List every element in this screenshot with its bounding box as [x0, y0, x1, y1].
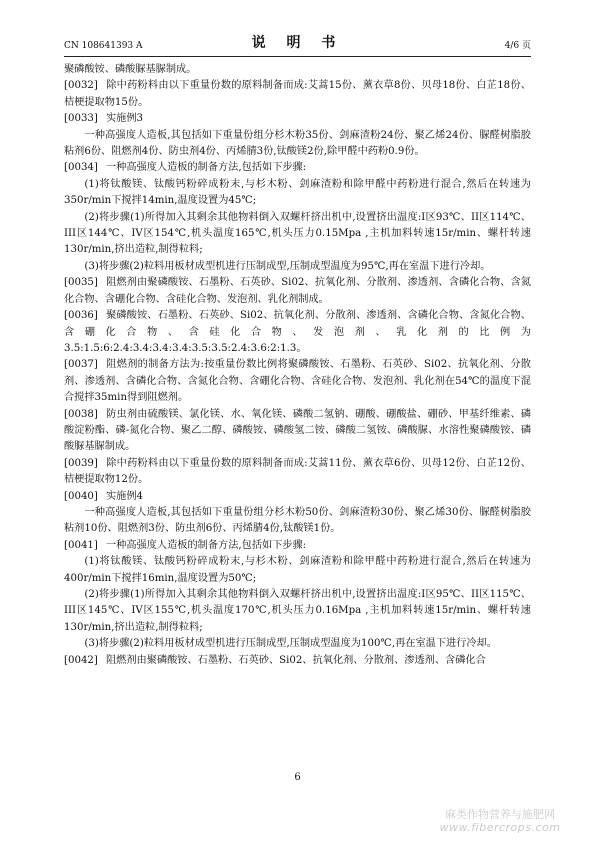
paragraph-text: 聚磷酸铵、石墨粉、石英砂、Si02、抗氧化剂、分散剂、渗透剂、含磷化合物、含氮化合物、含硼化合物、含硅化合物、发泡剂、乳化剂的比例为3.5:1.5:6:2.4:3.4:3.4:3.4:3.5:3.5:2.4:3.6:2:1.3。 — [64, 310, 531, 354]
paragraph-number: [0034] — [64, 162, 98, 174]
paragraph-text: 实施例3 — [106, 113, 144, 125]
paragraph — [64, 653, 531, 669]
paragraph — [64, 259, 531, 275]
paragraph-number: [0035] — [64, 277, 98, 289]
header-divider — [64, 56, 531, 57]
paragraph — [64, 554, 531, 587]
paragraph-text: (3)将步骤(2)粒料用板材成型机进行压制成型,压制成型温度为95℃,再在室温下进行冷却。 — [84, 260, 491, 272]
document-body — [64, 62, 531, 669]
paragraph-number: [0032] — [64, 80, 98, 92]
watermark-text: 麻类作物营养与施肥网 — [445, 808, 555, 821]
paragraph — [64, 636, 531, 652]
page-indicator: 4/6 页 — [504, 41, 531, 51]
watermark — [425, 808, 575, 836]
paragraph-number: [0039] — [64, 457, 98, 469]
watermark-url: www.fibercrops.com — [439, 821, 561, 834]
paragraph-text: 一种高强度人造板的制备方法,包括如下步骤: — [106, 539, 307, 551]
paragraph — [64, 210, 531, 259]
paragraph — [64, 505, 531, 538]
paragraph — [64, 489, 531, 505]
paragraph-number: [0040] — [64, 490, 98, 502]
paragraph-text: 除中药粉料由以下重量份数的原料制备而成:艾蒿15份、薰衣草8份、贝母18份、白芷18份、桔梗提取物15份。 — [64, 80, 531, 108]
paragraph-text: (2)将步骤(1)所得加入其剩余其他物料倒入双螺杆挤出机中,设置挤出温度:I区93℃、II区114℃、III区144℃、IV区154℃,机头温度165℃,机头压力0.15Mpa ,主机加料转速15r/min、螺杆转速130r/min,挤出造粒,制得粒料; — [64, 211, 531, 256]
paragraph-number: [0036] — [64, 310, 98, 322]
paragraph — [64, 62, 531, 78]
paragraph — [64, 160, 531, 176]
paragraph-text: 阻燃剂的制备方法为:按重量份数比例将聚磷酸铵、石墨粉、石英砂、Si02、抗氧化剂、分散剂、渗透剂、含磷化合物、含氮化合物、含硼化合物、含硅化合物、发泡剂、乳化剂在54℃的温度下混合搅拌35min得到阻燃剂。 — [64, 359, 531, 404]
paragraph-text: (2)将步骤(1)所得加入其剩余其他物料倒入双螺杆挤出机中,设置挤出温度:I区95℃、II区115℃、III区145℃、IV区155℃,机头温度170℃,机头压力0.16Mpa ,主机加料转速15r/min、螺杆转速130r/min,挤出造粒,制得粒料; — [64, 589, 531, 633]
paragraph — [64, 308, 531, 357]
paragraph-text: (1)将钛酸镁、钛酸钙粉碎成粉末,与杉木粉、剑麻渣粉和除甲醛中药粉进行混合,然后在转速为400r/min下搅拌16min,温度设置为50℃; — [64, 556, 531, 584]
patent-number: CN 108641393 A — [64, 41, 143, 51]
paragraph — [64, 357, 531, 406]
paragraph-text: 阻燃剂由聚磷酸铵、石墨粉、石英砂、Si02、抗氧化剂、分散剂、渗透剂、含磷化合 — [106, 654, 486, 666]
paragraph-text: 实施例4 — [106, 490, 144, 502]
paragraph — [64, 78, 531, 111]
paragraph-number: [0042] — [64, 654, 98, 666]
document-title: 说 明 书 — [251, 35, 344, 51]
paragraph — [64, 407, 531, 456]
paragraph-text: (1)将钛酸镁、钛酸钙粉碎成粉末,与杉木粉、剑麻渣粉和除甲醛中药粉进行混合,然后在转速为350r/min下搅拌14min,温度设置为45℃; — [64, 178, 531, 207]
paragraph-text: 一种高强度人造板的制备方法,包括如下步骤: — [106, 162, 307, 174]
paragraph — [64, 587, 531, 636]
paragraph — [64, 538, 531, 554]
paragraph — [64, 128, 531, 161]
paragraph-text: 一种高强度人造板,其包括如下重量份组分杉木粉50份、剑麻渣粉30份、聚乙烯30份、脲醛树脂胶粘剂10份、阻燃剂3份、防虫剂6份、丙烯腈4份,钛酸镁1份。 — [64, 506, 531, 535]
paragraph — [64, 111, 531, 127]
page-header — [64, 35, 531, 54]
paragraph-number: [0037] — [64, 359, 98, 371]
paragraph-number: [0041] — [64, 539, 98, 551]
paragraph — [64, 177, 531, 210]
paragraph-text: (3)将步骤(2)粒料用板材成型机进行压制成型,压制成型温度为100℃,再在室温下进行冷却。 — [84, 638, 497, 650]
paragraph — [64, 275, 531, 308]
paragraph-text: 一种高强度人造板,其包括如下重量份组分杉木粉35份、剑麻渣粉24份、聚乙烯24份、脲醛树脂胶粘剂6份、阻燃剂4份、防虫剂4份、丙烯腈3份,钛酸镁2份,除甲醛中药粉0.9份。 — [64, 129, 531, 158]
paragraph-number: [0033] — [64, 113, 98, 125]
page-number: 6 — [294, 772, 301, 783]
paragraph-number: [0038] — [64, 408, 98, 420]
paragraph-text: 防虫剂由硫酸镁、氯化镁、水、氧化镁、磷酸二氢钠、硼酸、硼酸盐、硼砂、甲基纤维素、磷酸淀粉酯、磷-氮化合物、聚乙二醇、磷酸铵、磷酸氢二铵、磷酸二氢铵、磷酸脲、水溶性聚磷酸铵、磷酸脲基脲制成。 — [64, 408, 531, 453]
paragraph-text: 除中药粉料由以下重量份数的原料制备而成:艾蒿11份、薰衣草6份、贝母12份、白芷12份、桔梗提取物12份。 — [64, 457, 531, 486]
paragraph — [64, 456, 531, 489]
paragraph-text: 聚磷酸铵、磷酸脲基脲制成。 — [64, 64, 197, 75]
paragraph-text: 阻燃剂由聚磷酸铵、石墨粉、石英砂、Si02、抗氧化剂、分散剂、渗透剂、含磷化合物、含氮化合物、含硼化合物、含硅化合物、发泡剂、乳化剂制成。 — [64, 277, 531, 305]
